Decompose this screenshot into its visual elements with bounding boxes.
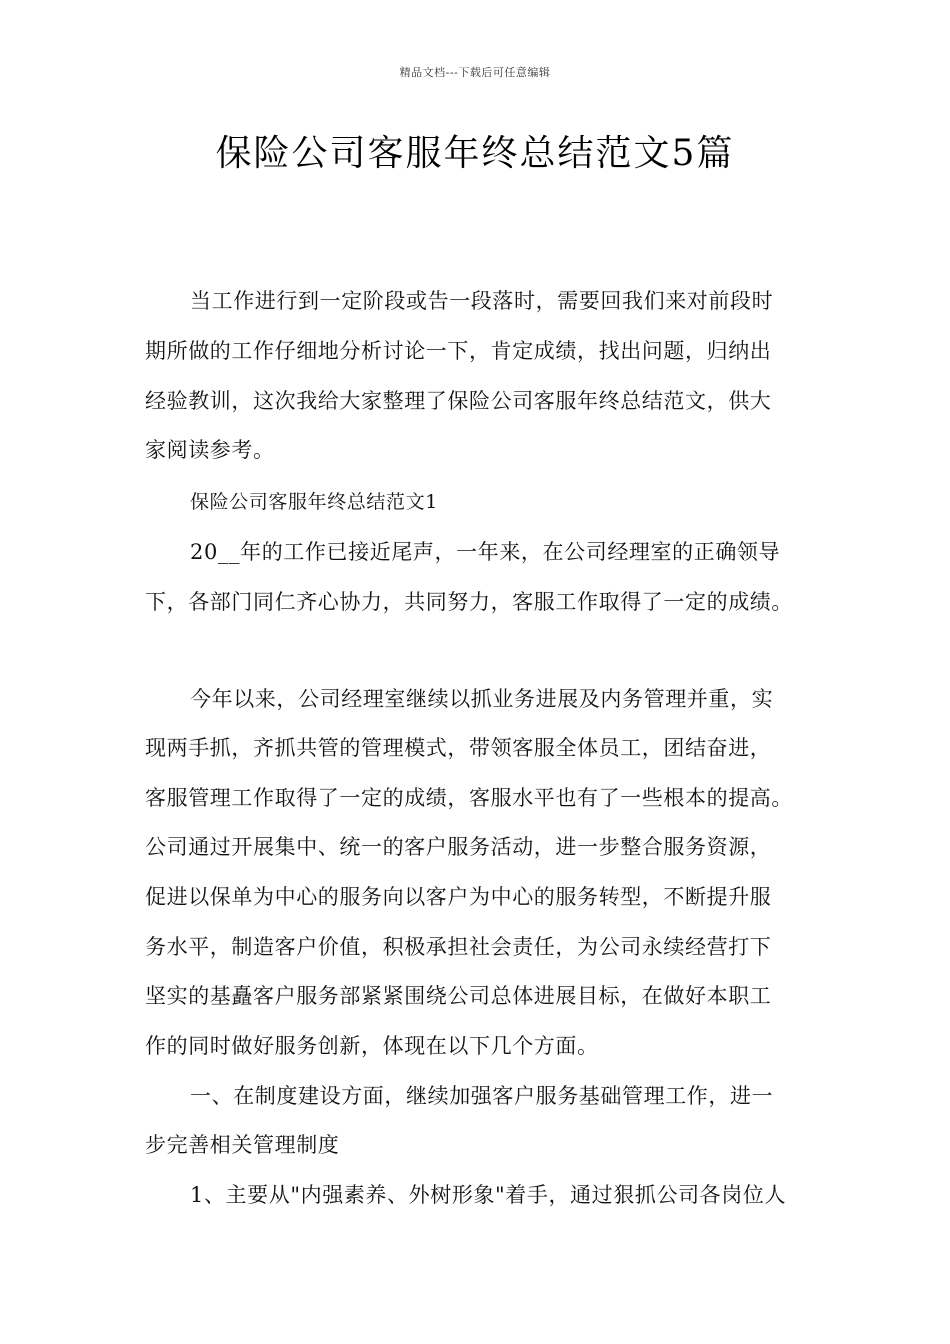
body-line: 一、在制度建设方面，继续加强客户服务基础管理工作，进一 xyxy=(190,1084,774,1108)
body-line: 下，各部门同仁齐心协力，共同努力，客服工作取得了一定的成绩。 xyxy=(145,590,793,614)
body-line: 20__年的工作已接近尾声，一年来，在公司经理室的正确领导 xyxy=(190,540,781,564)
body-line: 今年以来，公司经理室继续以抓业务进展及内务管理并重，实 xyxy=(190,687,774,711)
body-line: 坚实的基矗客户服务部紧紧围绕公司总体进展目标，在做好本职工 xyxy=(145,984,772,1008)
body-line: 现两手抓，齐抓共管的管理模式，带领客服全体员工，团结奋进， xyxy=(145,736,772,760)
header-note: 精品文档---下载后可任意编辑 xyxy=(399,66,551,79)
document-title: 保险公司客服年终总结范文5篇 xyxy=(215,133,735,174)
body-line: 作的同时做好服务创新，体现在以下几个方面。 xyxy=(145,1034,599,1058)
body-line: 经验教训，这次我给大家整理了保险公司客服年终总结范文，供大 xyxy=(145,389,772,413)
body-line: 客服管理工作取得了一定的成绩，客服水平也有了一些根本的提高。 xyxy=(145,786,793,810)
body-line: 期所做的工作仔细地分析讨论一下，肯定成绩，找出问题，归纳出 xyxy=(145,339,772,363)
body-line: 公司通过开展集中、统一的客户服务活动，进一步整合服务资源， xyxy=(145,835,772,859)
body-line: 务水平，制造客户价值，积极承担社会责任，为公司永续经营打下 xyxy=(145,935,772,959)
section-heading: 保险公司客服年终总结范文1 xyxy=(190,491,438,513)
body-line: 1、主要从"内强素养、外树形象"着手，通过狠抓公司各岗位人 xyxy=(190,1183,787,1207)
body-line: 当工作进行到一定阶段或告一段落时，需要回我们来对前段时 xyxy=(190,289,774,313)
body-line: 促进以保单为中心的服务向以客户为中心的服务转型，不断提升服 xyxy=(145,885,772,909)
body-line: 家阅读参考。 xyxy=(145,438,275,462)
body-line: 步完善相关管理制度 xyxy=(145,1133,340,1157)
